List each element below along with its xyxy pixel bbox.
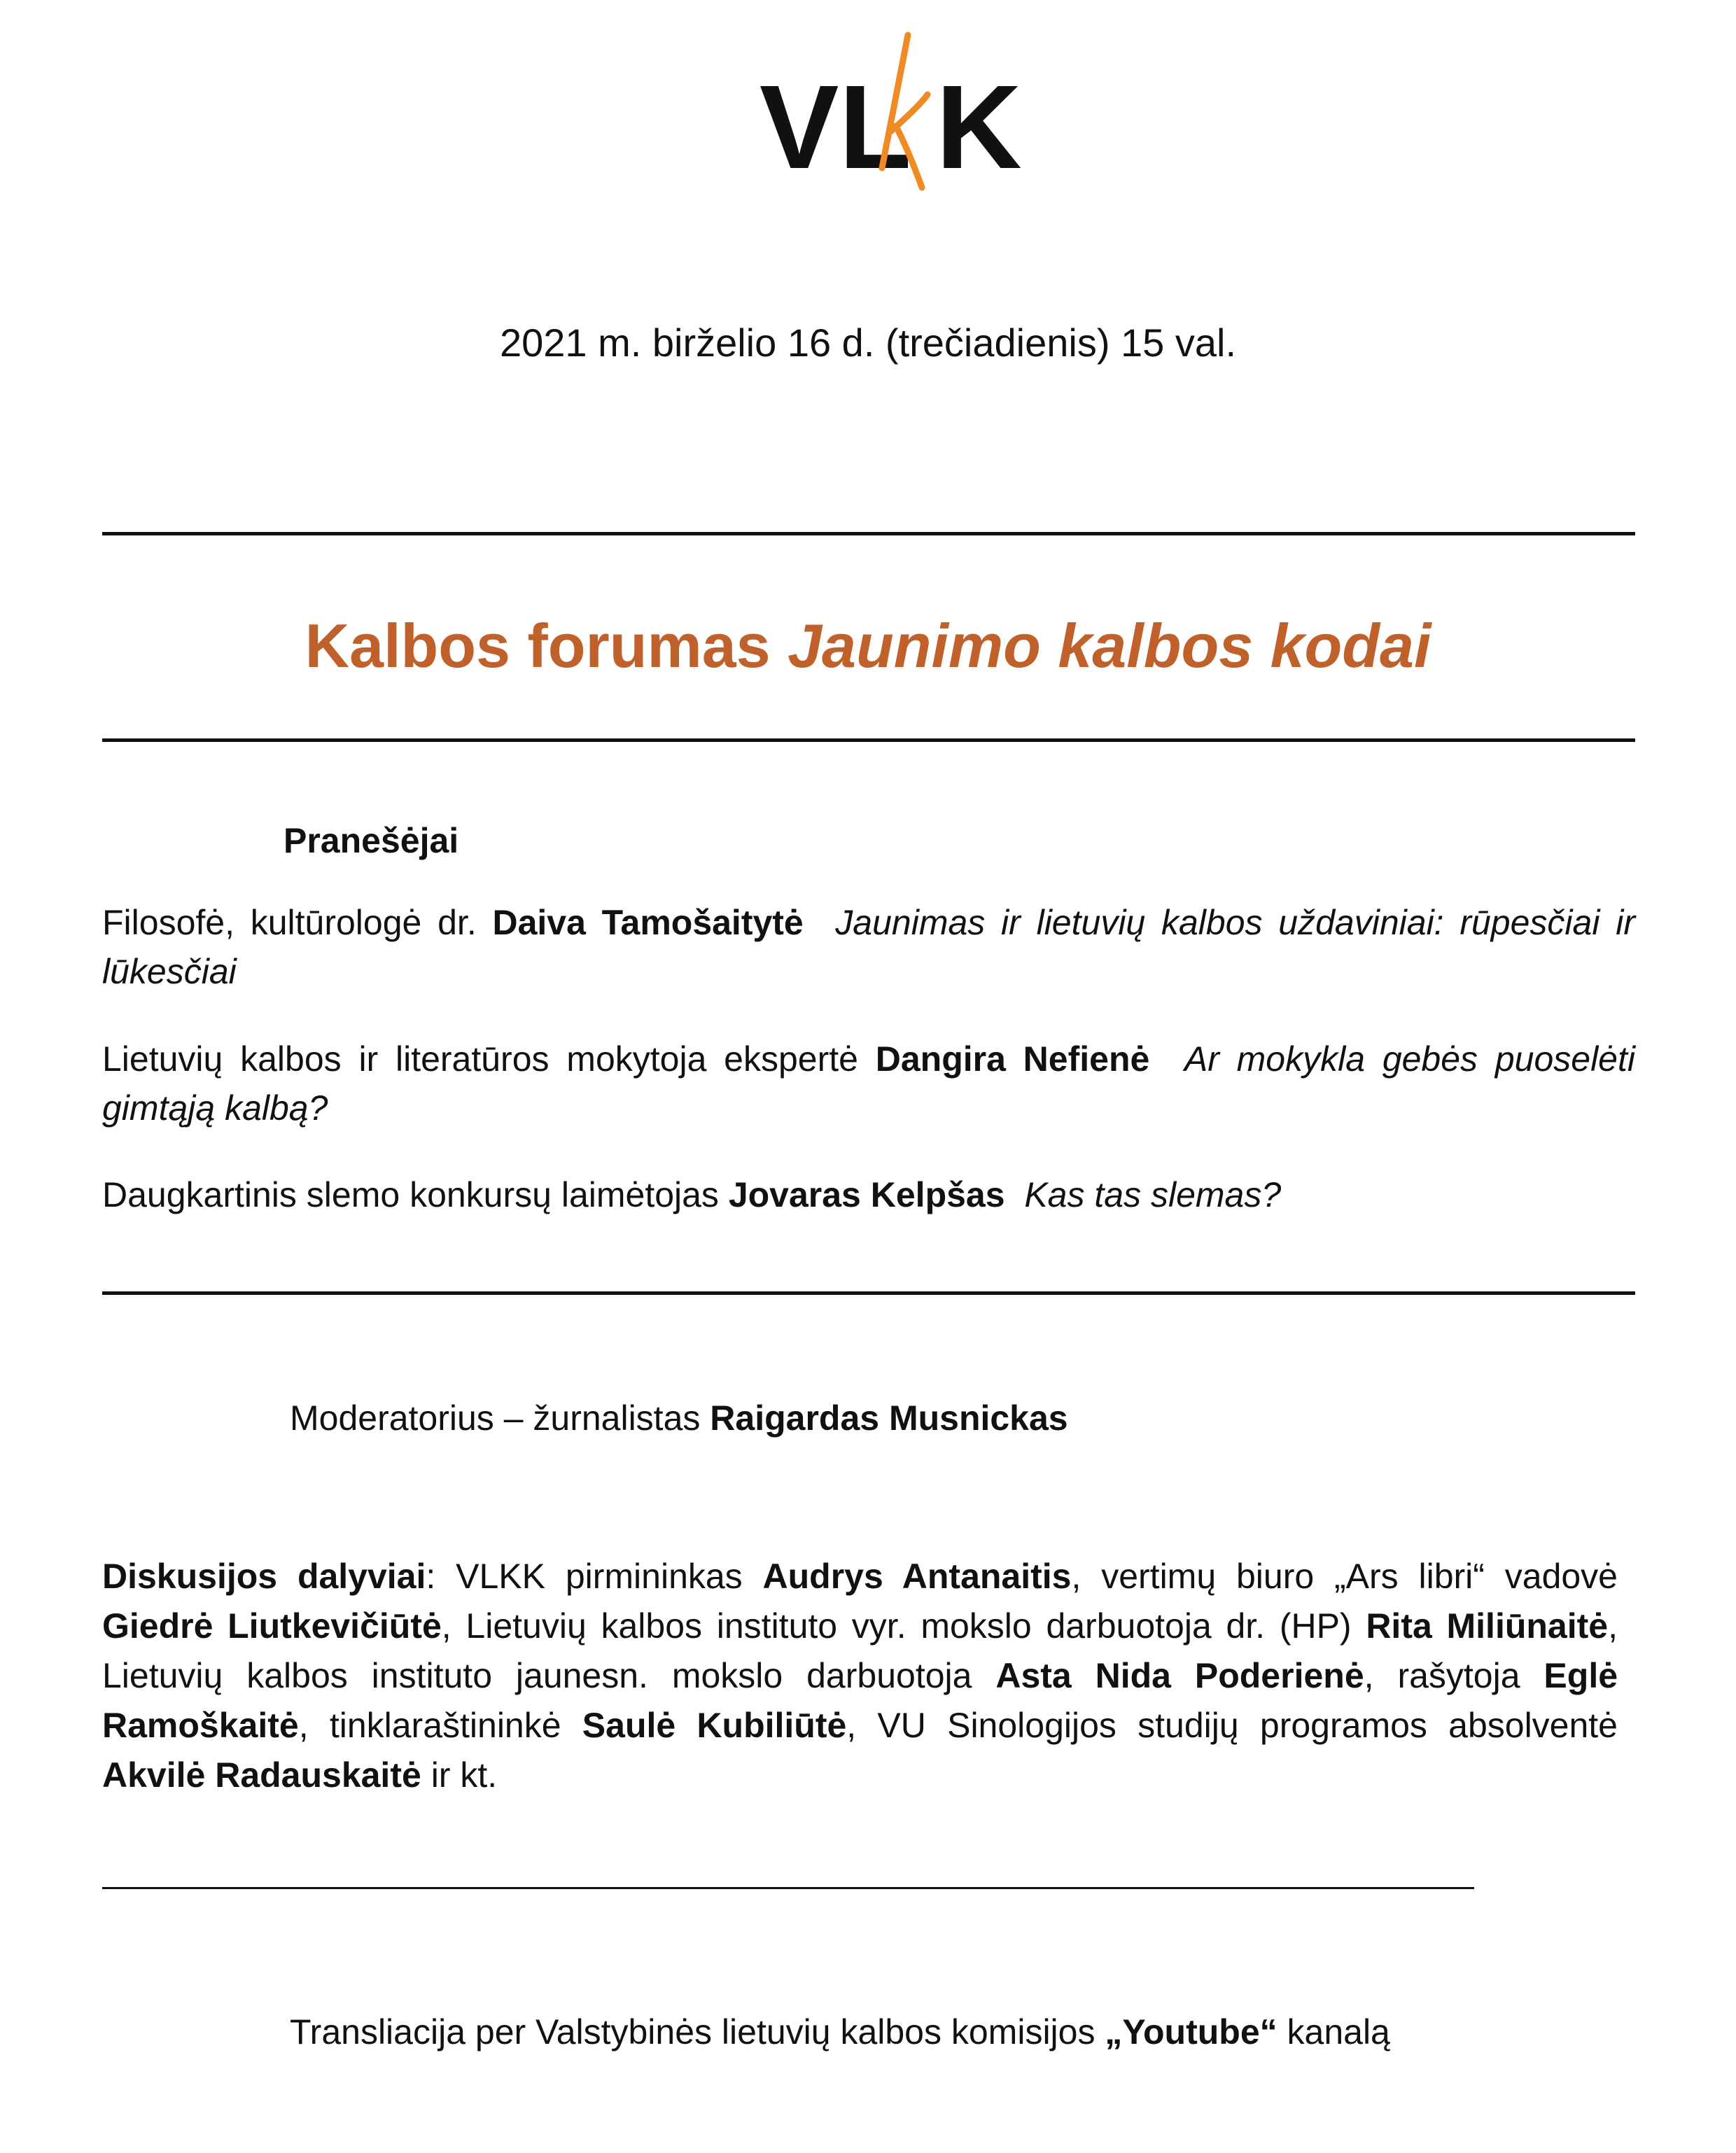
discussion-text: , Lietuvių kalbos instituto jaunesn. mokslo darbuotoja [102,1606,1618,1695]
discussion-label: Diskusijos dalyviai [102,1557,426,1596]
speaker-topic: Kas tas slemas? [1024,1175,1282,1214]
divider-thin [102,1887,1474,1889]
vlkk-logo-graphic [752,28,1022,203]
moderator-name: Raigardas Musnickas [710,1398,1068,1438]
discussion-colon: : [426,1557,456,1596]
forum-title-italic: Jaunimo kalbos kodai [788,611,1432,680]
participant-name: Eglė Ramoškaitė [102,1656,1618,1745]
participant-name: Asta Nida Poderienė [995,1656,1364,1695]
broadcast-prefix: Transliacija per Valstybinės lietuvių kalbos komisijos [290,2012,1105,2052]
discussion-text: , vertimų biuro „Ars libri“ vadovė [1071,1557,1618,1596]
participant-name: Akvilė Radauskaitė [102,1755,421,1795]
broadcast-line [290,2009,1390,2055]
speaker-entry [102,1170,1635,1219]
participant-name: Audrys Antanaitis [762,1557,1072,1596]
speaker-entry [102,898,1635,996]
discussion-text: , rašytoja [1364,1656,1544,1695]
participant-name: Giedrė Liutkevičiūtė [102,1606,442,1646]
forum-title-regular: Kalbos forumas [304,611,788,680]
participant-name: Rita Miliūnaitė [1366,1606,1609,1646]
moderator-label: Moderatorius – žurnalistas [290,1398,710,1438]
event-date: 2021 m. birželio 16 d. (trečiadienis) 15 val. [499,321,1237,365]
logo-letter-k: K [936,61,1022,194]
speaker-topic: Ar mokykla gebės puoselėti gimtąją kalbą? [102,1039,1635,1128]
speaker-entry [102,1035,1635,1132]
logo-letters-vl: VL [760,61,912,194]
speaker-topic: Jaunimas ir lietuvių kalbos uždaviniai: rūpesčiai ir lūkesčiai [102,903,1635,991]
speakers-heading: Pranešėjai [284,821,459,860]
speaker-name: Jovaras Kelpšas [728,1175,1005,1214]
vlkk-logo [752,28,1022,203]
divider-below-title [102,738,1635,742]
speaker-role: Lietuvių kalbos ir literatūros mokytoja ekspertė [102,1039,876,1079]
discussion-text: VLKK pirmininkas [456,1557,763,1596]
broadcast-suffix: kanalą [1277,2012,1390,2052]
discussion-text: , tinklaraštininkė [298,1706,582,1745]
discussion-participants [102,1552,1618,1800]
divider-top [102,532,1635,535]
speaker-name: Daiva Tamošaitytė [492,903,804,942]
broadcast-channel: „Youtube“ [1105,2012,1278,2052]
participant-name: Saulė Kubiliūtė [582,1706,847,1745]
discussion-text: ir kt. [421,1755,498,1795]
discussion-text: , Lietuvių kalbos instituto vyr. mokslo darbuotoja dr. (HP) [441,1606,1366,1646]
speaker-name: Dangira Nefienė [875,1039,1150,1079]
forum-title [0,608,1736,685]
speaker-role: Filosofė, kultūrologė dr. [102,903,493,942]
discussion-text: , VU Sinologijos studijų programos absolventė [846,1706,1618,1745]
speaker-role: Daugkartinis slemo konkursų laimėtojas [102,1175,729,1214]
divider-below-speakers [102,1291,1635,1295]
moderator-line [290,1395,1068,1441]
